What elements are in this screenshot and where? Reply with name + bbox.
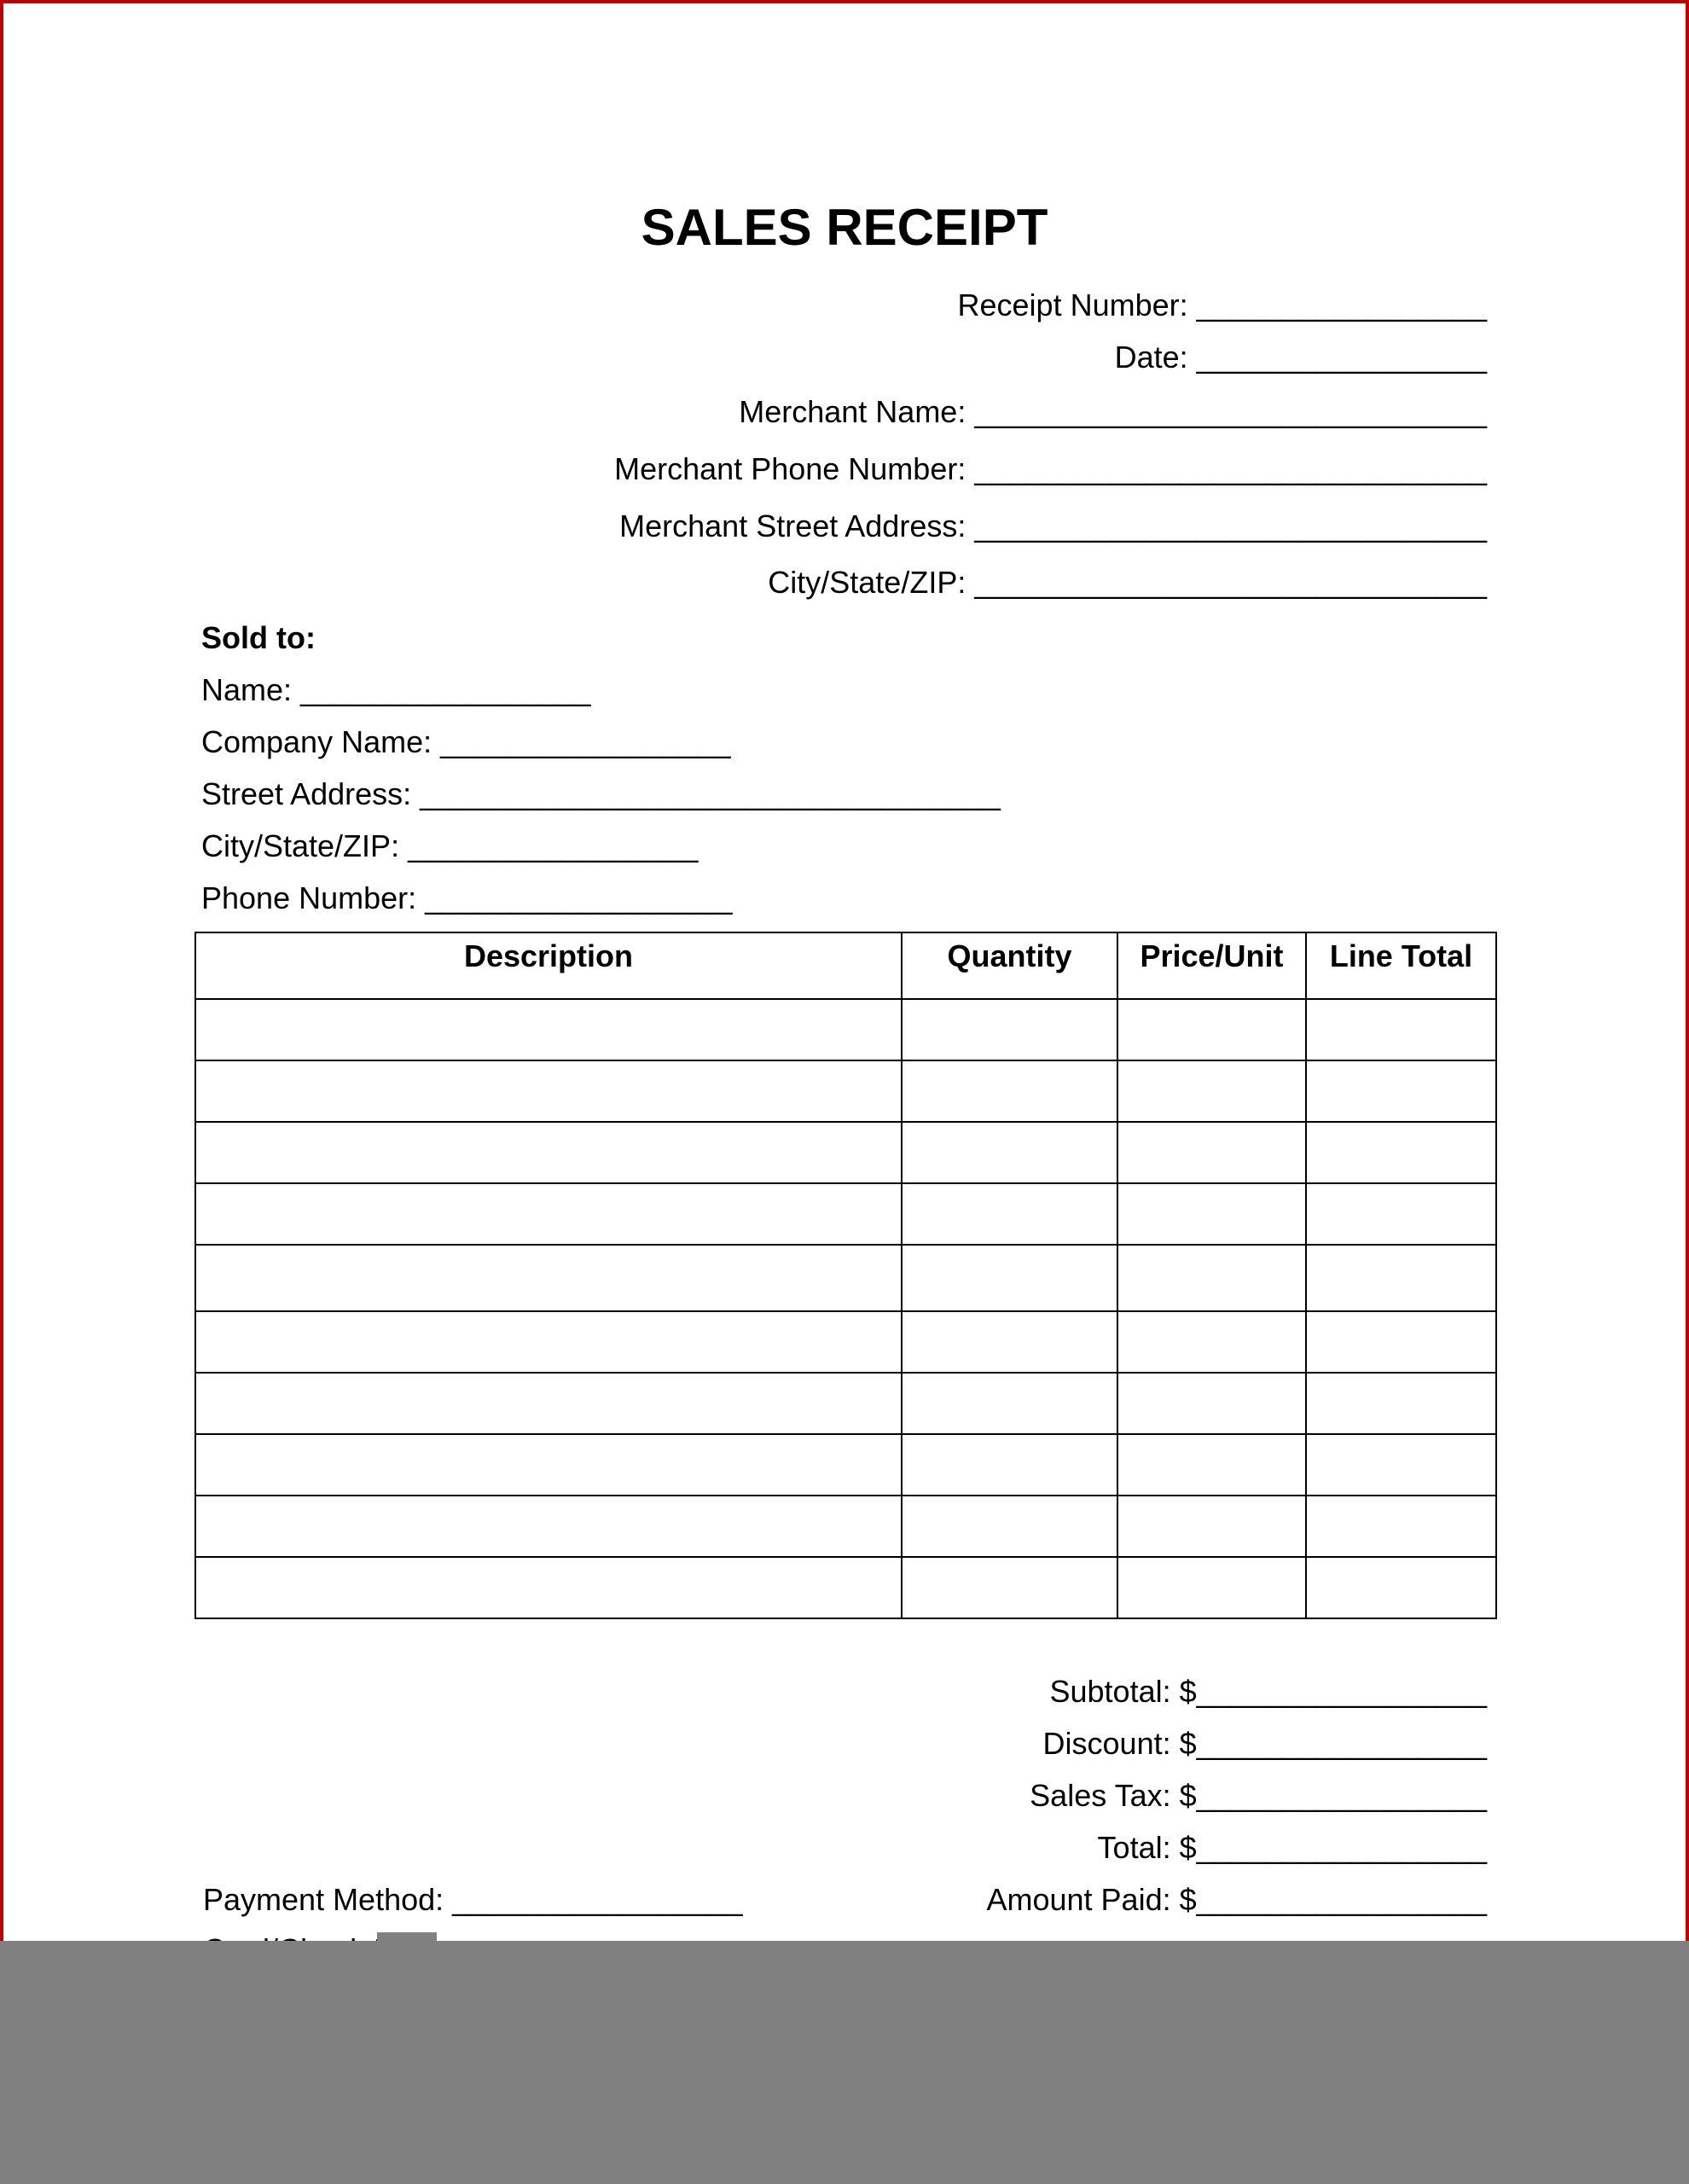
- table-cell[interactable]: [1117, 1183, 1306, 1245]
- table-cell[interactable]: [1306, 999, 1496, 1060]
- table-cell[interactable]: [902, 1557, 1117, 1618]
- column-header-price-unit: Price/Unit: [1117, 932, 1306, 999]
- receipt-number-field: [958, 288, 1487, 323]
- table-cell[interactable]: [1306, 1496, 1496, 1557]
- table-cell[interactable]: [195, 1434, 902, 1496]
- table-cell[interactable]: [1117, 1373, 1306, 1434]
- field-label: Payment Method:: [203, 1882, 453, 1917]
- field-label: Total: $: [1097, 1830, 1197, 1865]
- payment-method-field: [203, 1882, 743, 1918]
- table-row: [195, 1434, 1496, 1496]
- table-cell[interactable]: [902, 1245, 1117, 1311]
- field-blank[interactable]: ______________________________: [974, 394, 1487, 429]
- field-label: Name:: [201, 672, 301, 707]
- field-blank[interactable]: _________________: [1196, 1830, 1487, 1865]
- table-cell[interactable]: [1306, 1311, 1496, 1373]
- field-blank[interactable]: _________________: [408, 828, 699, 863]
- column-header-description: Description: [195, 932, 902, 999]
- table-cell[interactable]: [195, 999, 902, 1060]
- sales-tax-field: [1030, 1778, 1487, 1814]
- field-label: City/State/ZIP:: [768, 565, 975, 600]
- table-cell[interactable]: [195, 1373, 902, 1434]
- date-field: [1115, 340, 1487, 375]
- field-label: Sales Tax: $: [1030, 1778, 1197, 1813]
- gray-overlay: [0, 1941, 1689, 2184]
- table-cell[interactable]: [195, 1183, 902, 1245]
- items-table: [194, 932, 1497, 1619]
- field-label: Merchant Street Address:: [619, 508, 975, 543]
- table-cell[interactable]: [1306, 1183, 1496, 1245]
- table-cell[interactable]: [195, 1311, 902, 1373]
- field-blank[interactable]: ______________________________: [974, 508, 1487, 543]
- table-row: [195, 1557, 1496, 1618]
- table-row: [195, 1311, 1496, 1373]
- table-row: [195, 1373, 1496, 1434]
- table-cell[interactable]: [1117, 1557, 1306, 1618]
- table-cell[interactable]: [902, 1183, 1117, 1245]
- merchant-name-field: [739, 394, 1487, 430]
- field-blank[interactable]: _________________: [1196, 1882, 1487, 1917]
- column-header-quantity: Quantity: [902, 932, 1117, 999]
- merchant-phone-field: [614, 451, 1487, 487]
- table-cell[interactable]: [1117, 1496, 1306, 1557]
- table-cell[interactable]: [195, 1496, 902, 1557]
- field-blank[interactable]: _________________: [1196, 1778, 1487, 1813]
- total-field: [1098, 1830, 1487, 1866]
- company-name-field: [201, 724, 730, 760]
- customer-phone-field: [201, 880, 733, 916]
- field-label: Street Address:: [201, 776, 421, 811]
- column-header-line-total: Line Total: [1306, 932, 1496, 999]
- field-label: Date:: [1114, 340, 1197, 375]
- merchant-address-field: [619, 508, 1487, 544]
- table-cell[interactable]: [1306, 1434, 1496, 1496]
- table-row: [195, 1183, 1496, 1245]
- table-cell[interactable]: [902, 999, 1117, 1060]
- table-cell[interactable]: [1306, 1245, 1496, 1311]
- field-blank[interactable]: __________________________________: [420, 776, 1001, 811]
- table-header-row: [195, 932, 1496, 999]
- table-cell[interactable]: [902, 1060, 1117, 1122]
- table-cell[interactable]: [902, 1434, 1117, 1496]
- table-cell[interactable]: [1117, 1122, 1306, 1183]
- field-blank[interactable]: _________________: [300, 672, 591, 707]
- table-cell[interactable]: [902, 1496, 1117, 1557]
- table-cell[interactable]: [1117, 1434, 1306, 1496]
- table-cell[interactable]: [1306, 1373, 1496, 1434]
- field-label: Company Name:: [201, 724, 441, 759]
- customer-street-field: [201, 776, 1001, 812]
- field-label: Discount: $: [1042, 1726, 1197, 1761]
- field-blank[interactable]: ______________________________: [974, 565, 1487, 600]
- table-row: [195, 1496, 1496, 1557]
- field-label: Receipt Number:: [957, 288, 1197, 322]
- table-row: [195, 1245, 1496, 1311]
- customer-city-state-zip-field: [201, 828, 698, 864]
- field-blank[interactable]: __________________: [425, 880, 733, 915]
- table-row: [195, 1060, 1496, 1122]
- table-row: [195, 1122, 1496, 1183]
- field-label: Merchant Phone Number:: [614, 451, 975, 486]
- table-cell[interactable]: [902, 1122, 1117, 1183]
- discount-field: [1043, 1726, 1487, 1762]
- table-cell[interactable]: [1117, 1060, 1306, 1122]
- table-cell[interactable]: [1117, 999, 1306, 1060]
- field-label: Phone Number:: [201, 880, 426, 915]
- field-label: City/State/ZIP:: [201, 828, 409, 863]
- amount-paid-field: [986, 1882, 1487, 1918]
- table-cell[interactable]: [1306, 1060, 1496, 1122]
- table-cell[interactable]: [902, 1311, 1117, 1373]
- field-blank[interactable]: _________________: [1196, 1726, 1487, 1761]
- table-cell[interactable]: [1117, 1311, 1306, 1373]
- page-title: SALES RECEIPT: [641, 199, 1048, 256]
- field-blank[interactable]: _________________: [452, 1882, 743, 1917]
- table-cell[interactable]: [195, 1122, 902, 1183]
- table-cell[interactable]: [195, 1245, 902, 1311]
- field-label: Merchant Name:: [739, 394, 975, 429]
- table-cell[interactable]: [902, 1373, 1117, 1434]
- table-cell[interactable]: [195, 1060, 902, 1122]
- field-blank[interactable]: ______________________________: [974, 451, 1487, 486]
- table-cell[interactable]: [1306, 1557, 1496, 1618]
- merchant-city-state-zip-field: [768, 565, 1487, 601]
- table-cell[interactable]: [1117, 1245, 1306, 1311]
- field-blank[interactable]: _________________: [1196, 340, 1487, 375]
- sold-to-heading: Sold to:: [201, 620, 316, 655]
- field-label: Amount Paid: $: [986, 1882, 1197, 1917]
- field-blank[interactable]: _________________: [1196, 288, 1487, 322]
- subtotal-field: [1050, 1674, 1488, 1710]
- table-cell[interactable]: [1306, 1122, 1496, 1183]
- table-cell[interactable]: [195, 1557, 902, 1618]
- field-label: Subtotal: $: [1049, 1674, 1197, 1709]
- field-blank[interactable]: _________________: [440, 724, 731, 759]
- field-blank[interactable]: _________________: [1196, 1674, 1487, 1709]
- customer-name-field: [201, 672, 590, 708]
- table-row: [195, 999, 1496, 1060]
